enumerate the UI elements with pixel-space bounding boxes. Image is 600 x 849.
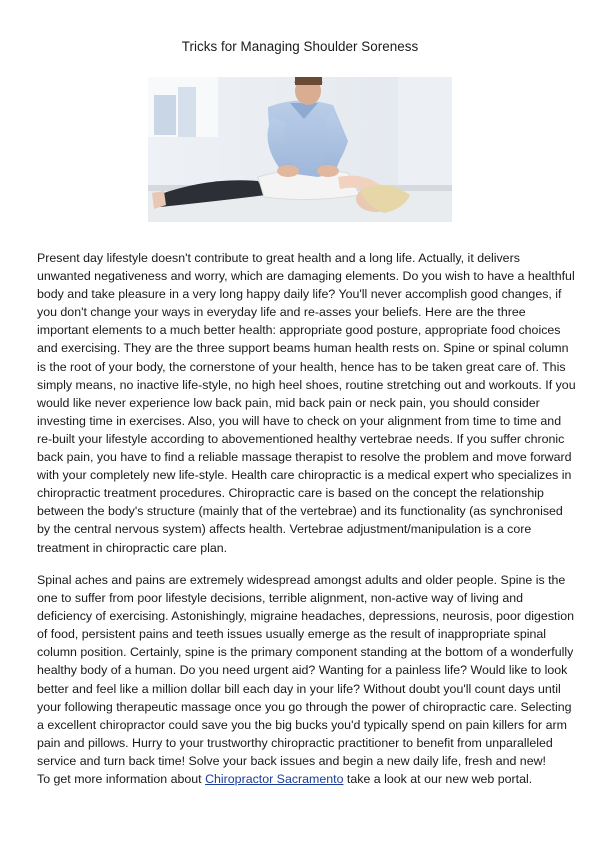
paragraph-2-after-link: take a look at our new web portal.	[343, 772, 533, 787]
paragraph-2-text: Spinal aches and pains are extremely widespread amongst adults and older people. Spine is the one to suffer from poor lifestyle decisions, terrible alignment, non-active way of living and deficiency of exercising. Astonishingly, migraine headaches, depressions, neurosis, poor digestion of food, persistent pains and teeth issues usually emerge as the result of inappropriate spinal column position. Certainly, spine is the primary component standing at the bottom of a wonderfully healthy body of a human. Do you need urgent aid? Wanting for a painless life? Would like to look better and feel like a million dollar bill each day in your life? Without doubt you'll count days until your following therapeutic massage once you go through the power of chiropractic care. Selecting a excellent chiropractor could save you the big bucks you'd typically spend on pain killers for arm pain and pillows. Hurry to your trustworthy chiropractic practitioner to benefit from unparalleled service and turn back time! Solve your back issues and begin a new daily life, fresh and new! To get more information about	[37, 573, 575, 787]
chiropractor-sacramento-link[interactable]: Chiropractor Sacramento	[205, 772, 344, 787]
document-title: Tricks for Managing Shoulder Soreness	[181, 39, 419, 54]
body-paragraph-2	[37, 571, 577, 788]
chiropractor-photo	[148, 77, 452, 222]
body-paragraph-1: Present day lifestyle doesn't contribute to great health and a long life. Actually, it delivers unwanted negativeness and worry, which are damaging elements. Do you wish to have a healthful body and take pleasure in a very long happy daily life? You'll never accomplish good changes, if you don't change your ways in everyday life and re-asses your beliefs. Here are the three important elements to a much better health: appropriate good posture, appropriate food choices and exercising. They are the three support beams human health rests on. Spine or spinal column is the root of your body, the cornerstone of your health, hence has to be taken great care of. This simply means, no inactive life-style, no high heel shoes, routine stretching out and workouts. If you would like never experience low back pain, mid back pain or neck pain, you should consider investing time in exercises. Also, you will have to check on your alignment from time to time and re-built your lifestyle according to abovementioned healthy vertebrae needs. If you suffer chronic back pain, you have to find a reliable massage therapist to resolve the problem and move forward with your completely new life-style. Health care chiropractic is a medical expert who specializes in chiropractic treatment procedures. Chiropractic care is based on the concept the relationship between the body's structure (mainly that of the vertebrae) and its functionality (as synchronised by the central nervous system) affects health. Vertebrae adjustment/manipulation is a core treatment in chiropractic care plan.	[37, 251, 576, 555]
